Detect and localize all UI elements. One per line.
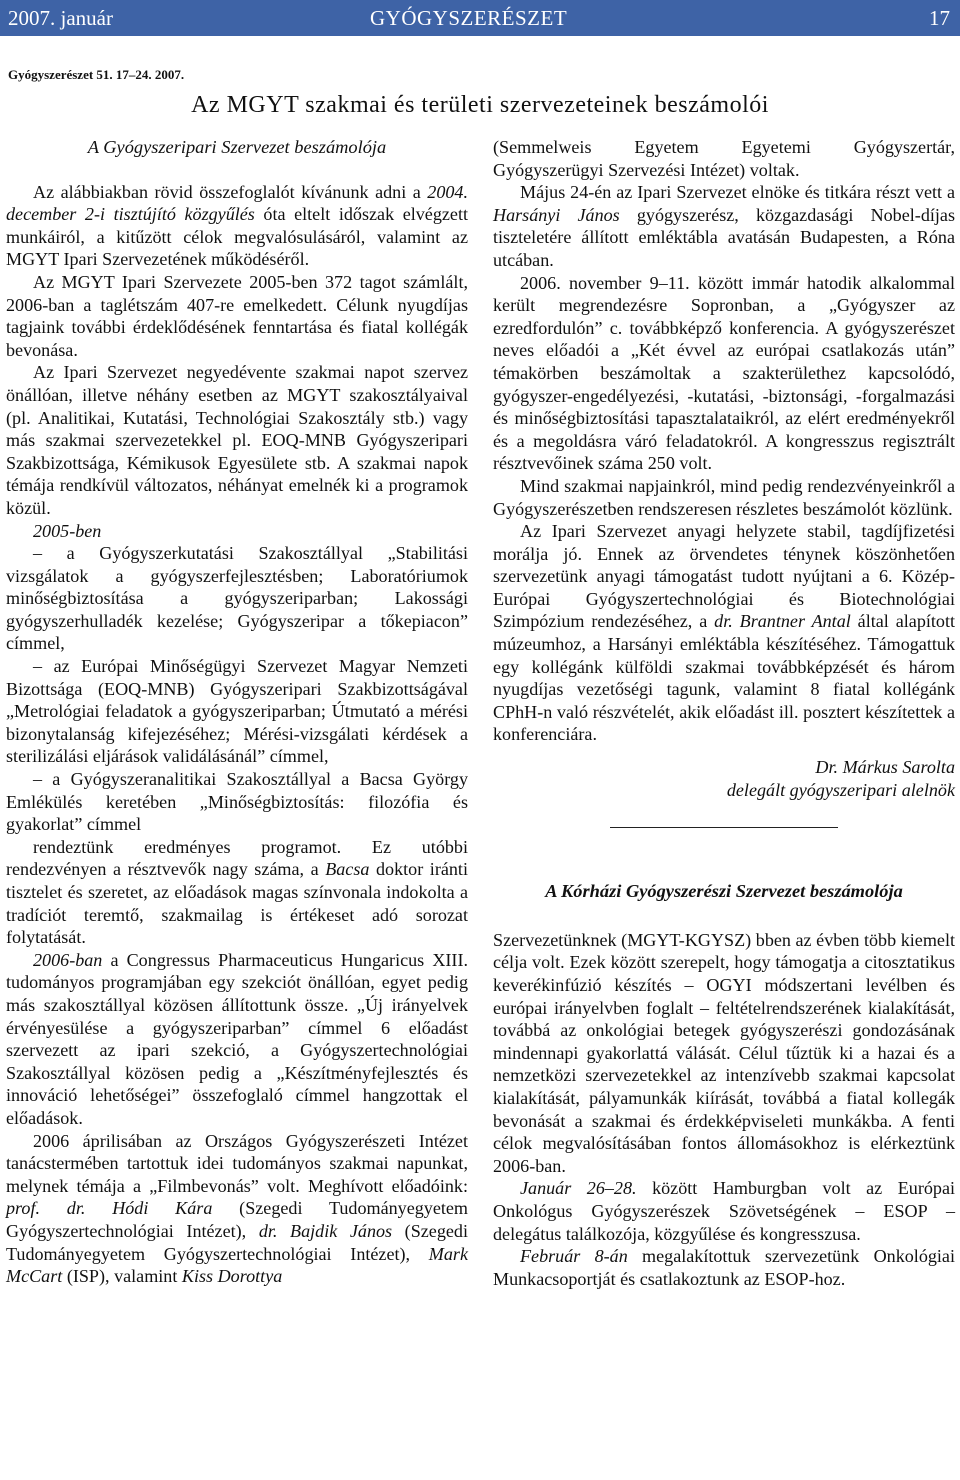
paragraph: Február 8-án megalakítottuk szervezetünk Onkológiai Munkacsoportját és csatlakoztunk az ESOP-hoz. bbox=[493, 1246, 955, 1289]
paragraph: 2006-ban a Congressus Pharmaceuticus Hungaricus XIII. tudományos programjában egy szekciót önállóan, egyet pedig más szakosztállyal közösen állítottunk össze. „Új irányelvek érvényesülése a gyógyszeriparban” címmel 6 előadást szervezett az ipari szekció, a Gyógyszertechnológiai Szakosztállyal közösen pedig a „Készítményfejlesztés és innováció lehetőségei” összefoglaló címmel hangzottak el előadások. bbox=[6, 949, 468, 1128]
citation: Gyógyszerészet 51. 17–24. 2007. bbox=[8, 67, 185, 82]
year-label: 2005-ben bbox=[33, 520, 102, 541]
paragraph: Január 26–28. között Hamburgban volt az Európai Onkológus Gyógyszerészek Szövetségének – ESOP – delegátus találkozója, közgyűlése és kongresszusa. bbox=[493, 1178, 955, 1244]
paragraph: (Semmelweis Egyetem Egyetemi Gyógyszertár, Gyógyszerügyi Szervezési Intézet) voltak. bbox=[493, 137, 955, 180]
paragraph: Az MGYT Ipari Szervezete 2005-ben 372 tagot számlált, 2006-ban a taglétszám 407-re emelkedett. Célunk nyugdíjas tagjaink további érdeklődésének fenntartása és fiatal kollégák bevonása. bbox=[6, 271, 468, 360]
paragraph: Szervezetünknek (MGYT-KGYSZ) bben az évben több kiemelt célja volt. Ezek között szerepelt, hogy támogatja a citosztatikus keverékinfúzió készítés – OGYI módszertani levélben és európai irányelvben foglalt – feltételrendszerének kialakítását, továbbá az onkológiai betegek gyógyszerészi gondozásának mindennapi gyakorlattá válását. Célul tűztük ki a hazai és a nemzetközi szervezetekkel az intenzívebb szakmai kapcsolat kialakítását, pályamunkák kiírását, továbbá a fiatal kollegák bevonását a szakmai és érdekképviseleti munkákba. A fenti célok megvalósításában fontos állomásokhoz is elérkeztünk 2006-ban. bbox=[493, 929, 955, 1176]
left-column bbox=[6, 136, 468, 1288]
paragraph: 2006. november 9–11. között immár hatodik alkalommal került megrendezésre Sopronban, a „Gyógyszer az ezredfordulón” c. továbbképző konferencia. A gyógyszerészet neves előadói a „Két évvel az európai csatlakozás után” témakörben beszámoltak a szakterülethez kapcsolódó, gyógyszer-engedélyezési, -kutatási, -biztonsági, -forgalmazási és minőségbiztosítási tapasztalataikról, az elért eredményekről és a megoldásra váró feladatokról. A kongresszus regisztrált résztvevőinek száma 250 volt. bbox=[493, 272, 955, 474]
section-title-industry: A Gyógyszeripari Szervezet beszámolója bbox=[87, 137, 387, 157]
right-column bbox=[493, 136, 955, 1290]
paragraph: Az Ipari Szervezet anyagi helyzete stabil, tagdíjfizetési morálja jó. Ennek az örvendetes ténynek köszönhetően szervezetünk anyagi támogatást tudott nyújtani a 6. Közép-Európai Gyógyszertechnológiai és Biotechnológiai Szimpózium rendezéséhez, a dr. Brantner Antal által alapított múzeumhoz, a Harsányi emléktábla készítéséhez. Támogattuk egy kollégánk külföldi szakmai továbbképzését és három nyugdíjas vezetőségi tagunk, valamint 8 fiatal kollégánk CPhH-n való részvételét, akik előadást ill. posztert készítettek a konferenciára. bbox=[493, 521, 956, 745]
section-divider bbox=[610, 827, 838, 828]
header-journal: GYÓGYSZERÉSZET bbox=[370, 6, 568, 30]
list-item: – a Gyógyszerkutatási Szakosztállyal „Stabilitási vizsgálatok a gyógyszerfejlesztésben; Laboratóriumok minőségbiztosítása a gyógyszeriparban; Lakossági gyógyszerhulladék kezelése; Gyógyszeripar a tőkepiacon” címmel, bbox=[6, 543, 468, 654]
paragraph: Mind szakmai napjainkról, mind pedig rendezvényeinkről a Gyógyszerészetben rendszeresen részletes beszámolót közlünk. bbox=[493, 475, 955, 519]
section-title-hospital: A Kórházi Gyógyszerészi Szervezet beszámolója bbox=[545, 881, 903, 902]
signature-role: delegált gyógyszeripari alelnök bbox=[726, 779, 955, 800]
header-page-number: 17 bbox=[929, 6, 950, 30]
list-item: – a Gyógyszeranalitikai Szakosztállyal a Bacsa György Emlékülés keretében „Minőségbiztosítás: filozófia és gyakorlat” címmel bbox=[6, 769, 468, 835]
paragraph: Az Ipari Szervezet negyedévente szakmai napot szervez önállóan, illetve néhány esetben az MGYT szakosztályaival (pl. Analitikai, Kutatási, Technológiai Szakosztály stb.) vagy más szakmai szervezetekkel pl. EOQ-MNB Gyógyszeripari Szakbizottsága, Kémikusok Egyesülete stb. A szakmai napok témája rendkívül változatos, néhányat emelnék ki a programok közül. bbox=[6, 362, 468, 518]
paragraph: Május 24-én az Ipari Szervezet elnöke és titkára részt vett a Harsányi János gyógyszerész, közgazdasági Nobel-díjas tiszteletére állított emléktábla avatásán Budapesten, a Róna utcában. bbox=[493, 182, 955, 270]
paragraph: rendeztünk eredményes programot. Ez utóbbi rendezvényen a résztvevők nagy száma, a Bacsa doktor iránti tisztelet és szeretet, az előadások magas színvonala indokolta a tradíciót teremtő, szakmailag is értékeset adó sorozat folytatását. bbox=[6, 836, 468, 948]
running-head bbox=[0, 0, 960, 36]
paragraph: 2006 áprilisában az Országos Gyógyszerészeti Intézet tanácstermében tartottuk idei tudományos szakmai napunkat, melynek témája a „Filmbevonás” volt. Meghívott előadóink: prof. dr. Hódi Kára (Szegedi Tudományegyetem Gyógyszertechnológiai Intézet), dr. Bajdik János (Szegedi Tudományegyetem Gyógyszertechnológiai Intézet), Mark McCart (ISP), valamint Kiss Dorottya bbox=[6, 1130, 468, 1287]
header-date: 2007. január bbox=[8, 6, 113, 30]
page-title: Az MGYT szakmai és területi szervezeteinek beszámolói bbox=[191, 92, 769, 118]
list-item: – az Európai Minőségügyi Szervezet Magyar Nemzeti Bizottsága (EOQ-MNB) Gyógyszeripari Szakbizottságával „Metrológiai feladatok a gyógyszeriparban; Útmutató a mérési bizonytalanság kifejezéséhez; Mérési-vizsgálati kérdések a sterilizálási eljárások validálásánál” címmel, bbox=[6, 656, 468, 767]
signature-name: Dr. Márkus Sarolta bbox=[815, 757, 955, 778]
paragraph: Az alábbiakban rövid összefoglalót kívánunk adni a 2004. december 2-i tisztújító közgyűlés óta eltelt időszak elvégzett munkáiról, a kitűzött célok megvalósulásáról, valamint az MGYT Ipari Szervezetének működéséről. bbox=[6, 181, 468, 270]
